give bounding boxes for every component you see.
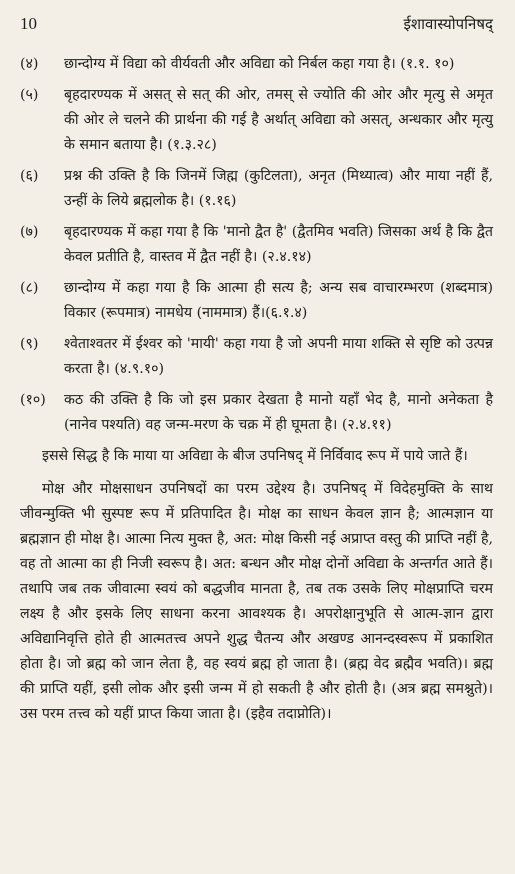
list-item <box>20 164 493 214</box>
list-item <box>20 388 493 438</box>
list-item-text: बृहदारण्यक में कहा गया है कि 'मानो द्वैत है' (द्वैतमिव भवति) जिसका अर्थ है कि द्वैत केवल प्रतीति है, वास्तव में द्वैत नहीं है। (२.४.१४) <box>64 224 493 265</box>
list-item-text: बृहदारण्यक में असत् से सत् की ओर, तमस् से ज्योति की ओर और मृत्यु से अमृत की ओर ले चलने की प्रार्थना की गई है अर्थात् अविद्या को असत्, अन्धकार और मृत्यु के समान बताया है। (१.३.२८) <box>64 87 493 153</box>
list-item-number: (७) <box>20 224 39 240</box>
running-title: ईशावास्योपनिषद् <box>403 15 493 33</box>
list-item-text: प्रश्न की उक्ति है कि जिनमें जिह्म (कुटिलता), अनृत (मिथ्यात्व) और माया नहीं हैं, उन्हीं के लिये ब्रह्मलोक है। (१.१६) <box>64 168 493 209</box>
list-item-text: छान्दोग्य में विद्या को वीर्यवती और अविद्या को निर्बल कहा गया है। (१.१. १०) <box>64 56 455 72</box>
page-number: 10 <box>20 14 37 33</box>
page-header <box>20 14 493 48</box>
body-paragraph: मोक्ष और मोक्षसाधन उपनिषदों का परम उद्देश्य है। उपनिषद् में विदेहमुक्ति के साथ जीवन्मुक्ति भी सुस्पष्ट रूप में प्रतिपादित है। मोक्ष का साधन केवल ज्ञान है; आत्मज्ञान या ब्रह्मज्ञान ही मोक्ष है। आत्मा नित्य मुक्त है, अत: मोक्ष किसी नई अप्राप्त वस्तु की प्राप्ति नहीं है, वह तो आत्मा का ही निजी स्वरूप है। अत: बन्धन और मोक्ष दोनों अविद्या के अन्तर्गत आते हैं। तथापि जब तक जीवात्मा स्वयं को बद्धजीव मानता है, तब तक उसके लिए मोक्षप्राप्ति चरम लक्ष्य है और इसके लिए साधना करना आवश्यक है। अपरोक्षानुभूति से आत्म-ज्ञान द्वारा अविद्यानिवृत्ति होते ही आत्मतत्त्व अपने शुद्ध चैतन्य और अखण्ड आनन्दस्वरूप में प्रकाशित होता है। जो ब्रह्म को जान लेता है, वह स्वयं ब्रह्म हो जाता है। (ब्रह्म वेद ब्रह्मैव भवति)। ब्रह्म की प्राप्ति यहीं, इसी लोक और इसी जन्म में हो सकती है और होती है। (अत्र ब्रह्म समश्नुते)। उस परम तत्त्व को यहीं प्राप्त किया जाता है। (इहैव तदाप्नोति)। <box>20 481 493 722</box>
list-item-text: छान्दोग्य में कहा गया है कि आत्मा ही सत्य है; अन्य सब वाचारम्भरण (शब्दमात्र) विकार (रूपमात्र) नामधेय (नाममात्र) हैं।(६.१.४) <box>64 280 493 321</box>
body-paragraph: इससे सिद्ध है कि माया या अविद्या के बीज उपनिषद् में निर्विवाद रूप में पाये जाते हैं। <box>42 448 468 464</box>
list-item <box>20 332 493 382</box>
list-item-number: (४) <box>20 56 39 72</box>
list-item-text: कठ की उक्ति है कि जो इस प्रकार देखता है मानो यहाँ भेद है, मानो अनेकता है (नानेव पश्यति) वह जन्म-मरण के चक्र में ही घूमता है। (२.४.११) <box>64 392 493 433</box>
list-item-number: (९) <box>20 336 39 352</box>
numbered-list <box>20 52 493 438</box>
list-item-number: (६) <box>20 168 39 184</box>
list-item-text: श्वेताश्वतर में ईश्वर को 'मायी' कहा गया है जो अपनी माया शक्ति से सृष्टि को उत्पन्न करता है। (४.९.१०) <box>64 336 493 377</box>
list-item <box>20 220 493 270</box>
list-item-number: (५) <box>20 87 39 103</box>
list-item-number: (१०) <box>20 392 46 408</box>
list-item <box>20 276 493 326</box>
list-item-number: (८) <box>20 280 39 296</box>
list-item <box>20 83 493 158</box>
list-item <box>20 52 493 77</box>
